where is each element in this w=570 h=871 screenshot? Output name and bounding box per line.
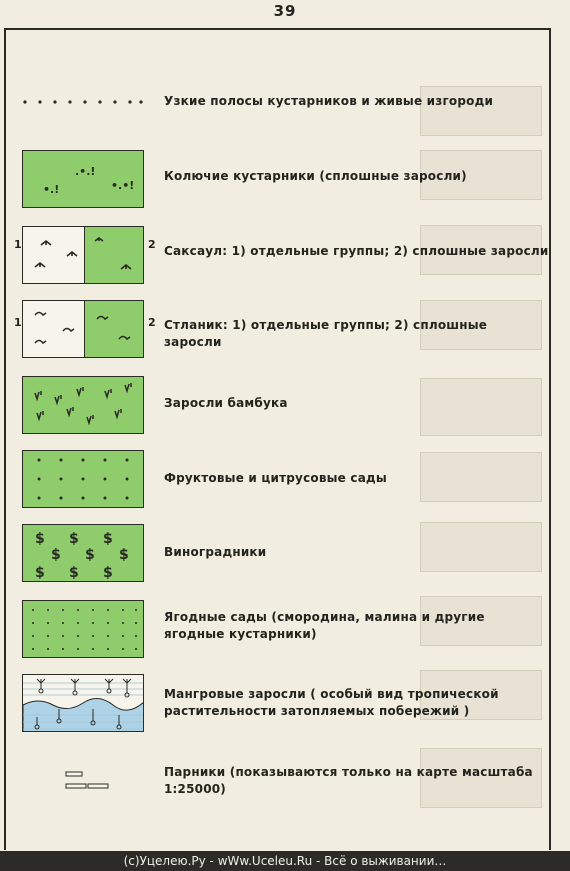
legend-label: Стланик: 1) отдельные группы; 2) сплошные заросли <box>164 318 488 349</box>
mangrove-icon <box>22 674 144 732</box>
page-number: 39 <box>273 2 297 20</box>
legend-row <box>0 376 570 436</box>
saxaul-icon <box>22 226 144 284</box>
legend-row <box>0 90 570 114</box>
legend-label: Фруктовые и цитрусовые сады <box>164 471 387 485</box>
orchard-icon <box>22 450 144 508</box>
legend-row <box>0 674 570 736</box>
legend-row <box>0 450 570 510</box>
legend-row <box>0 764 570 804</box>
number-label: 1 <box>14 238 22 251</box>
svg-text:.•.!: .•.! <box>75 165 96 178</box>
legend-label: Узкие полосы кустарников и живые изгороди <box>164 94 494 108</box>
legend-row <box>0 150 570 210</box>
footer-watermark: (с)Уцелею.Ру - wWw.Uceleu.Ru - Всё о выживании… <box>0 851 570 871</box>
svg-text:$: $ <box>35 531 45 547</box>
thorny-shrubs-icon <box>22 150 144 208</box>
legend-row <box>0 524 570 586</box>
legend-label: Ягодные сады (смородина, малина и другие ягодные кустарники) <box>164 610 485 641</box>
greenhouse-icon <box>62 770 110 792</box>
number-label: 2 <box>148 238 156 251</box>
svg-text:$: $ <box>51 547 61 563</box>
svg-text:$: $ <box>85 547 95 563</box>
legend-label: Парники (показываются только на карте масштаба 1:25000) <box>164 765 533 796</box>
bamboo-icon <box>22 376 144 434</box>
legend-row <box>0 226 570 286</box>
berry-garden-icon <box>22 600 144 658</box>
legend-row <box>0 600 570 662</box>
dotted-line-icon <box>22 98 144 106</box>
legend-label: Мангровые заросли ( особый вид тропической растительности затопляемых побережий ) <box>164 687 499 718</box>
legend-row <box>0 300 570 360</box>
number-label: 1 <box>14 316 22 329</box>
svg-text:$: $ <box>35 565 45 581</box>
svg-text:$: $ <box>69 531 79 547</box>
svg-text:$: $ <box>119 547 129 563</box>
legend-label: Виноградники <box>164 545 267 559</box>
svg-text:$: $ <box>103 531 113 547</box>
svg-text:•.•!: •.•! <box>111 179 135 192</box>
dwarf-pine-icon <box>22 300 144 358</box>
number-label: 2 <box>148 316 156 329</box>
svg-text:•.!: •.! <box>43 183 60 196</box>
legend-label: Заросли бамбука <box>164 396 288 410</box>
legend-label: Саксаул: 1) отдельные группы; 2) сплошные заросли <box>164 244 549 258</box>
svg-text:$: $ <box>69 565 79 581</box>
vineyard-icon <box>22 524 144 582</box>
legend-label: Колючие кустарники (сплошные заросли) <box>164 169 467 183</box>
svg-text:$: $ <box>103 565 113 581</box>
